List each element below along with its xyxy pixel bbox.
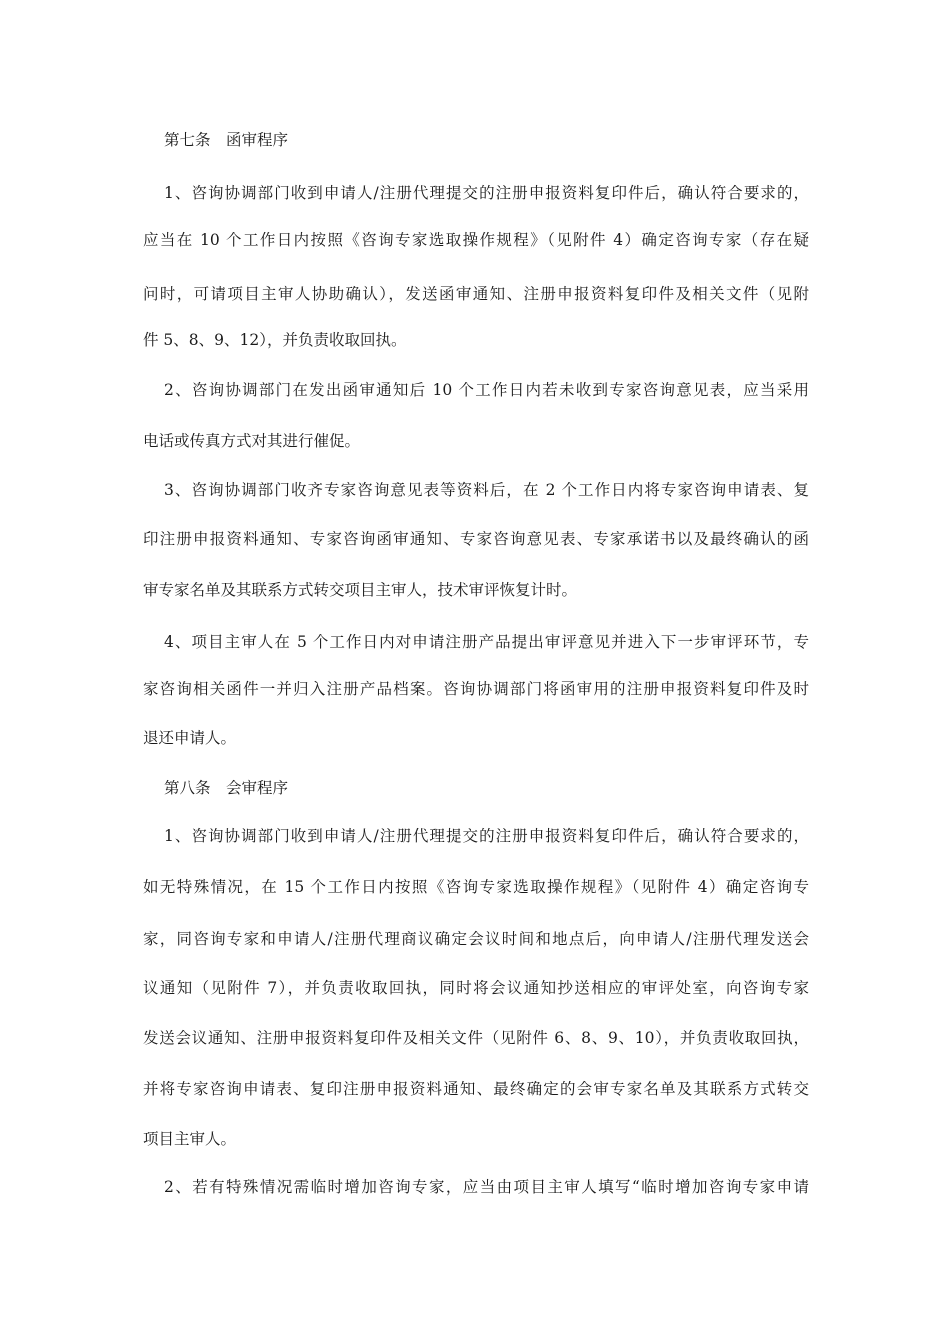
- paragraph-line: 应当在 10 个工作日内按照《咨询专家选取操作规程》（见附件 4）确定咨询专家（存在疑: [143, 231, 809, 249]
- paragraph-line: 退还申请人。: [143, 729, 237, 747]
- paragraph-line: 2、咨询协调部门在发出函审通知后 10 个工作日内若未收到专家咨询意见表，应当采用: [164, 381, 809, 399]
- paragraph-line: 并将专家咨询申请表、复印注册申报资料通知、最终确定的会审专家名单及其联系方式转交: [143, 1080, 809, 1098]
- paragraph-line: 1、咨询协调部门收到申请人/注册代理提交的注册申报资料复印件后，确认符合要求的，: [164, 827, 809, 845]
- paragraph-line: 印注册申报资料通知、专家咨询函审通知、专家咨询意见表、专家承诺书以及最终确认的函: [143, 530, 809, 548]
- paragraph-line: 审专家名单及其联系方式转交项目主审人，技术审评恢复计时。: [143, 581, 578, 599]
- paragraph-line: 家，同咨询专家和申请人/注册代理商议确定会议时间和地点后，向申请人/注册代理发送会: [143, 930, 809, 948]
- paragraph-line: 电话或传真方式对其进行催促。: [143, 432, 361, 450]
- paragraph-line: 2、若有特殊情况需临时增加咨询专家，应当由项目主审人填写“临时增加咨询专家申请: [164, 1178, 809, 1196]
- paragraph-line: 如无特殊情况，在 15 个工作日内按照《咨询专家选取操作规程》（见附件 4）确定咨询专: [143, 878, 809, 896]
- paragraph-line: 1、咨询协调部门收到申请人/注册代理提交的注册申报资料复印件后，确认符合要求的，: [164, 184, 809, 202]
- paragraph-line: 4、项目主审人在 5 个工作日内对申请注册产品提出审评意见并进入下一步审评环节，专: [164, 633, 809, 651]
- paragraph-line: 家咨询相关函件一并归入注册产品档案。咨询协调部门将函审用的注册申报资料复印件及时: [143, 680, 809, 698]
- article-7-heading: 第七条 函审程序: [164, 131, 289, 149]
- paragraph-line: 议通知（见附件 7），并负责收取回执，同时将会议通知抄送相应的审评处室，向咨询专家: [143, 979, 809, 997]
- paragraph-line: 3、咨询协调部门收齐专家咨询意见表等资料后，在 2 个工作日内将专家咨询申请表、复: [164, 481, 809, 499]
- article-8-heading: 第八条 会审程序: [164, 779, 289, 797]
- paragraph-line: 件 5、8、9、12），并负责收取回执。: [143, 331, 407, 349]
- paragraph-line: 项目主审人。: [143, 1130, 237, 1148]
- paragraph-line: 发送会议通知、注册申报资料复印件及相关文件（见附件 6、8、9、10），并负责收取回执，: [143, 1029, 809, 1047]
- paragraph-line: 问时，可请项目主审人协助确认），发送函审通知、注册申报资料复印件及相关文件（见附: [143, 285, 809, 303]
